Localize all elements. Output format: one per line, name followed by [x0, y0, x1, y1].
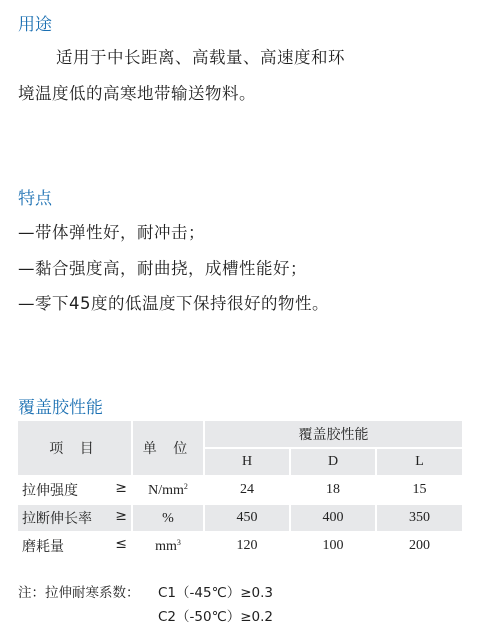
features-heading: 特点 [18, 189, 52, 209]
header-grade-h: H [204, 448, 290, 476]
feature-item-1: —带体弹性好，耐冲击； [18, 223, 205, 242]
cover-performance-table [18, 421, 462, 561]
header-grade-d: D [290, 448, 376, 476]
table-cell: 350 [376, 504, 462, 532]
usage-text-line-2: 境温度低的高寒地带输送物料。 [18, 84, 256, 103]
row-symbol: ≥ [115, 508, 127, 524]
note-label: 注：拉伸耐寒系数： [18, 585, 140, 601]
table-cell: 15 [376, 476, 462, 504]
row-name: 拉断伸长率 [22, 511, 92, 527]
table-row-elongation [18, 504, 462, 532]
row-unit: % [162, 510, 174, 526]
header-item: 项 目 [18, 421, 132, 476]
table-cell: 450 [204, 504, 290, 532]
table-row-tensile-strength [18, 476, 462, 504]
table-cell: 18 [290, 476, 376, 504]
table-cell: 400 [290, 504, 376, 532]
row-unit-sup: 2 [183, 481, 188, 491]
table-cell: 24 [204, 476, 290, 504]
row-name: 磨耗量 [22, 539, 64, 555]
header-unit: 单 位 [132, 421, 204, 476]
row-name: 拉伸强度 [22, 483, 78, 499]
table-cell: 200 [376, 532, 462, 560]
row-unit-sup: 3 [176, 537, 181, 547]
row-symbol: ≥ [115, 480, 127, 496]
header-cover-performance: 覆盖胶性能 [204, 421, 462, 448]
usage-text-line-1: 适用于中长距离、高载量、高速度和环 [56, 48, 345, 67]
table-cell: 120 [204, 532, 290, 560]
table-row-abrasion [18, 532, 462, 560]
feature-item-3: —零下45度的低温度下保持很好的物性。 [18, 294, 329, 313]
row-unit: mm [155, 538, 177, 554]
row-unit: N/mm [148, 482, 184, 498]
feature-item-2: —黏合强度高，耐曲挠，成槽性能好； [18, 259, 307, 278]
row-symbol: ≤ [115, 536, 127, 552]
cover-performance-heading: 覆盖胶性能 [18, 398, 103, 418]
usage-heading: 用途 [18, 15, 52, 35]
header-grade-l: L [376, 448, 462, 476]
note-line-1: C1（-45℃）≥0.3 [158, 585, 274, 601]
table-cell: 100 [290, 532, 376, 560]
note-line-2: C2（-50℃）≥0.2 [158, 609, 274, 625]
